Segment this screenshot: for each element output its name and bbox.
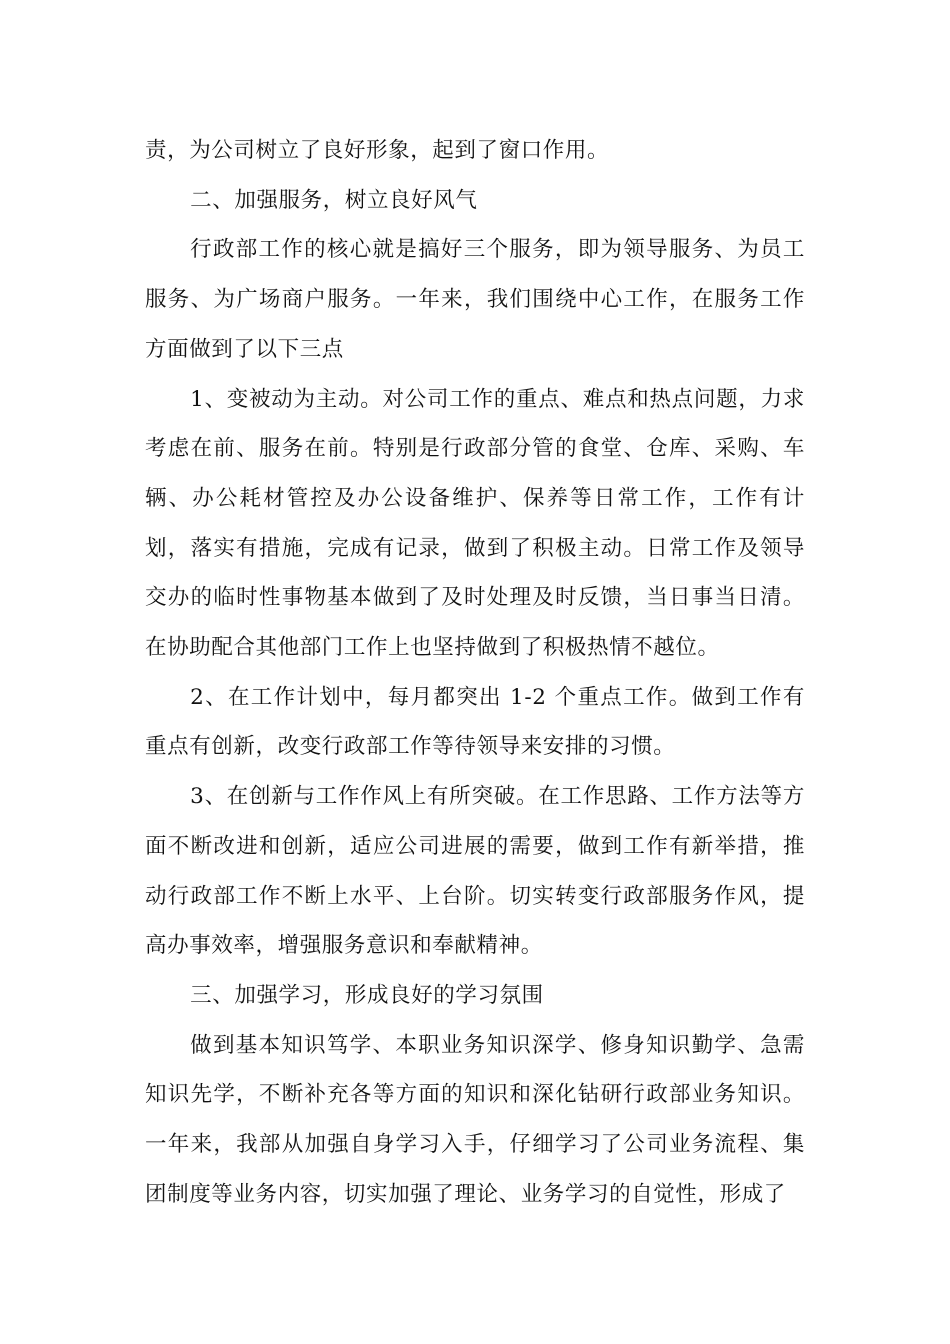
paragraph-point-1: 1、变被动为主动。对公司工作的重点、难点和热点问题，力求考虑在前、服务在前。特别是行政部分管的食堂、仓库、采购、车辆、办公耗材管控及办公设备维护、保养等日常工作，工作有计划，落实有措施，完成有记录，做到了积极主动。日常工作及领导交办的临时性事物基本做到了及时处理及时反馈，当日事当日清。在协助配合其他部门工作上也坚持做到了积极热情不越位。 (145, 386, 805, 661)
paragraph-service-intro: 行政部工作的核心就是搞好三个服务，即为领导服务、为员工服务、为广场商户服务。一年来，我们围绕中心工作，在服务工作方面做到了以下三点 (145, 237, 805, 362)
section-heading-2: 二、加强服务，树立良好风气 (190, 187, 478, 213)
paragraph-continuation: 责，为公司树立了良好形象，起到了窗口作用。 (145, 138, 610, 163)
paragraph-point-3: 3、在创新与工作作风上有所突破。在工作思路、工作方法等方面不断改进和创新，适应公司进展的需要，做到工作有新举措，推动行政部工作不断上水平、上台阶。切实转变行政部服务作风，提高办事效率，增强服务意识和奉献精神。 (145, 784, 805, 959)
section-heading-3: 三、加强学习，形成良好的学习氛围 (190, 982, 544, 1008)
paragraph-study: 做到基本知识笃学、本职业务知识深学、修身知识勤学、急需知识先学，不断补充各等方面的知识和深化钻研行政部业务知识。一年来，我部从加强自身学习入手，仔细学习了公司业务流程、集团制度等业务内容，切实加强了理论、业务学习的自觉性，形成了 (145, 1032, 805, 1207)
document-body (145, 126, 805, 1219)
paragraph-point-2: 2、在工作计划中，每月都突出 1-2 个重点工作。做到工作有重点有创新，改变行政部工作等待领导来安排的习惯。 (145, 684, 805, 760)
